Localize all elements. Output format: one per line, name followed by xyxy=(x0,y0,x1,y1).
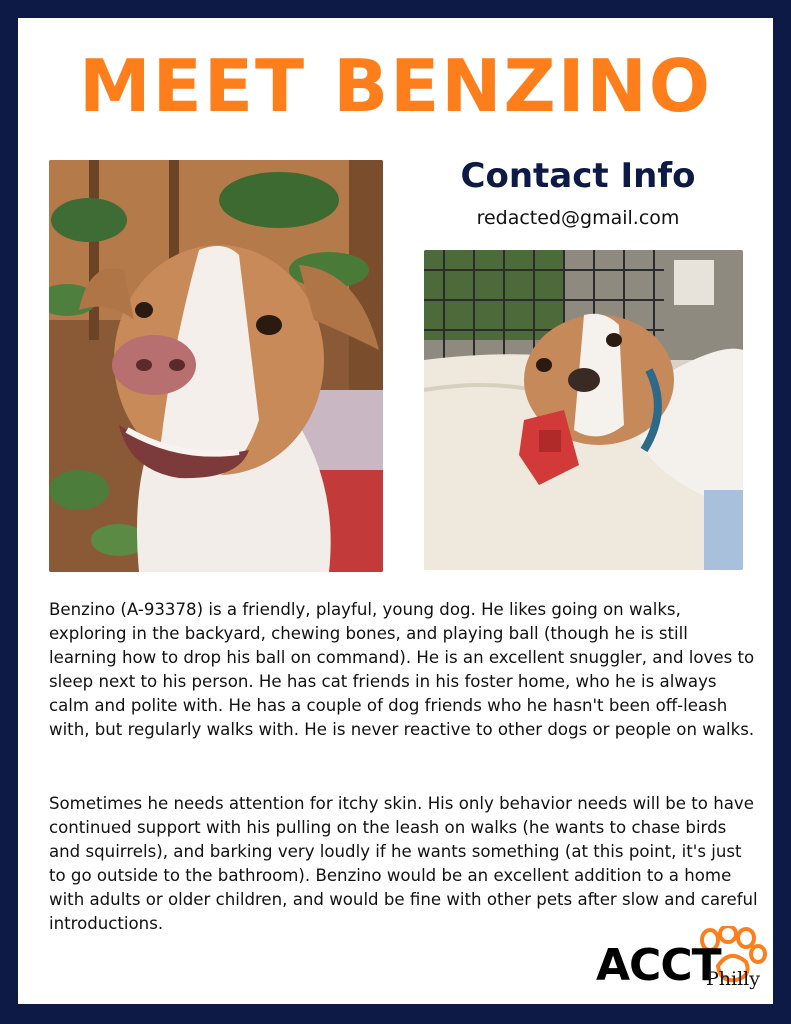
dog-closeup-image xyxy=(49,160,383,572)
page-title: MEET BENZINO xyxy=(79,44,712,128)
acct-philly-logo xyxy=(596,926,771,998)
dog-photo-closeup xyxy=(49,160,383,572)
dog-with-toy-image xyxy=(424,250,743,570)
logo-philly-text: Philly xyxy=(706,968,760,990)
contact-info-heading: Contact Info xyxy=(460,156,696,196)
logo-acct-text: ACCT xyxy=(596,940,721,991)
contact-email[interactable]: redacted@gmail.com xyxy=(476,207,680,229)
dog-photo-with-toy xyxy=(424,250,743,570)
adoption-flyer xyxy=(18,18,773,1004)
description-paragraph-1: Benzino (A-93378) is a friendly, playful, young dog. He likes going on walks, exploring in the backyard, chewing bones, and playing ball (though he is still learning how to drop his ball on command). He is an excellent snuggler, and loves to sleep next to his person. He has cat friends in his foster home, who he is always calm and polite with. He has a couple of dog friends who he hasn't been off-leash with, but regularly walks with. He is never reactive to other dogs or people on walks. xyxy=(49,600,755,739)
description-paragraph-2: Sometimes he needs attention for itchy skin. His only behavior needs will be to have continued support with his pulling on the leash on walks (he wants to chase birds and squirrels), and barking very loudly if he wants something (at this point, it's just to go outside to the bathroom). Benzino would be an excellent addition to a home with adults or older children, and would be fine with other pets after slow and careful introductions. xyxy=(49,794,758,933)
